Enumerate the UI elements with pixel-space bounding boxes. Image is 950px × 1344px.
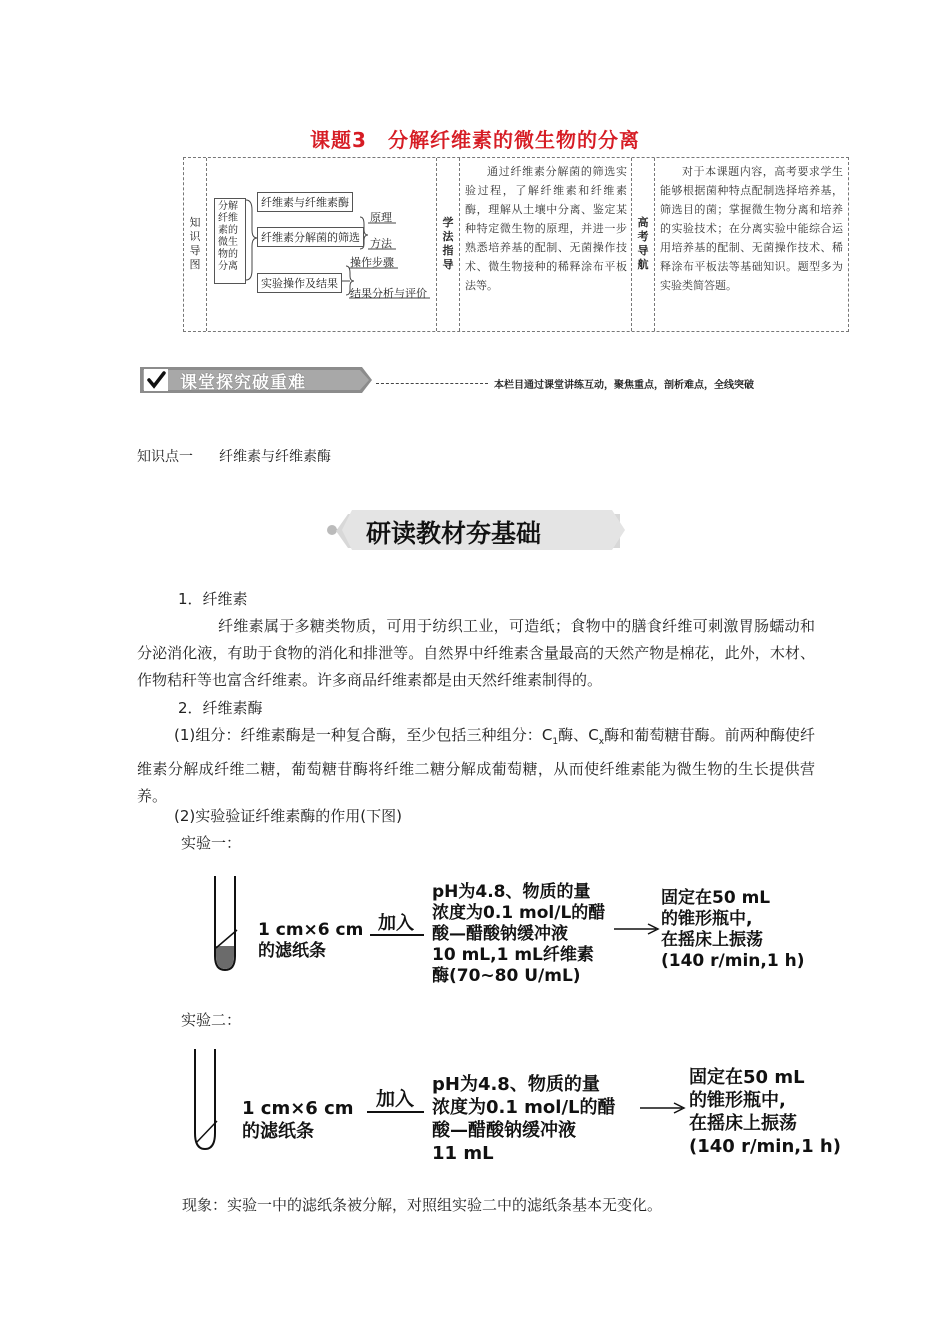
mind-map-branch-3: 实验操作及结果 xyxy=(257,273,342,293)
line: 的滤纸条 xyxy=(242,1121,314,1142)
text: 酶和葡萄糖苷酶。前两种酶使纤维素分解成纤维二糖，葡萄糖苷酶将纤维二糖分解成葡萄糖，从而使纤维素能为微生物的生长提供营养。 xyxy=(137,726,815,805)
experiment-1-label: 实验一： xyxy=(181,834,242,852)
line: 1 cm×6 cm xyxy=(258,920,364,940)
study-banner xyxy=(320,508,630,553)
test-tube-icon xyxy=(205,874,245,974)
test-tube-icon xyxy=(183,1047,223,1153)
divider xyxy=(436,158,437,331)
paragraph-cellulase xyxy=(137,722,815,810)
line: 酸—醋酸钠缓冲液 xyxy=(432,1120,576,1141)
observation-text: 现象：实验一中的滤纸条被分解，对照组实验二中的滤纸条基本无变化。 xyxy=(182,1196,663,1214)
divider xyxy=(631,158,632,331)
mind-map-leaf: 方法 xyxy=(370,237,392,250)
line: 固定在50 mL xyxy=(689,1067,805,1088)
line: 的锥形瓶中, xyxy=(689,1090,786,1111)
mind-map-leaf: 操作步骤 xyxy=(350,256,394,269)
filter-strip-label xyxy=(258,920,363,962)
heading-cellulase: 2．纤维素酶 xyxy=(178,699,263,717)
add-label: 加入 xyxy=(378,913,414,934)
paragraph-cellulose: 纤维素属于多糖类物质，可用于纺织工业，可造纸；食物中的膳食纤维可刺激胃肠蠕动和分泌消化液，有助于食物的消化和排泄等。自然界中纤维素含量最高的天然产物是棉花，此外，木材、作物秸秆等也富含纤维素。许多商品纤维素都是由天然纤维素制得的。 xyxy=(137,617,815,689)
study-method-label: 学法指导 xyxy=(442,216,454,271)
arrow-right-icon xyxy=(612,922,662,936)
banner-title: 课堂探究破重难 xyxy=(180,373,306,393)
line: 在摇床上振荡 xyxy=(689,1113,797,1134)
subscript: 1 xyxy=(552,737,559,747)
result-label xyxy=(689,1066,841,1158)
knowledge-point-topic: 纤维素与纤维素酶 xyxy=(219,449,331,465)
line: 酸—醋酸钠缓冲液 xyxy=(432,924,568,944)
line: 在摇床上振荡 xyxy=(661,930,763,950)
line: 浓度为0.1 mol/L的醋 xyxy=(432,1097,616,1118)
knowledge-map-label: 知识导图 xyxy=(189,216,201,271)
experiment-intro: (2)实验验证纤维素酶的作用(下图) xyxy=(174,807,402,825)
mind-map-root: 分解纤维素的微生物的分离 xyxy=(214,198,246,284)
study-banner-title: 研读教材夯基础 xyxy=(366,519,542,548)
reagent-label xyxy=(432,882,605,987)
line: 的锥形瓶中, xyxy=(661,909,753,929)
add-arrow-line xyxy=(370,934,424,936)
line: 1 cm×6 cm xyxy=(242,1098,354,1119)
knowledge-point-label: 知识点一 xyxy=(137,449,193,465)
overview-panel xyxy=(183,157,849,332)
line: 固定在50 mL xyxy=(661,888,771,908)
page-title: 课题3 分解纤维素的微生物的分离 xyxy=(310,128,640,152)
section-header-banner xyxy=(140,365,372,395)
knowledge-point-heading xyxy=(137,446,331,466)
line: pH为4.8、物质的量 xyxy=(432,882,591,902)
mind-map-leaf: 原理 xyxy=(370,211,392,224)
line: 10 mL,1 mL纤维素 xyxy=(432,945,594,965)
dashed-line xyxy=(376,383,488,384)
line: 酶(70~80 U/mL) xyxy=(432,966,581,986)
heading-cellulose: 1．纤维素 xyxy=(178,590,248,608)
experiment-2-label: 实验二： xyxy=(181,1011,242,1029)
exam-guide-text: 对于本课题内容，高考要求学生能够根据菌种特点配制选择培养基，筛选目的菌；掌握微生物分离和培养的实验技术；在分离实验中能综合运用培养基的配制、无菌操作技术、稀释涂布平板法等基础知识。题型多为实验类简答题。 xyxy=(660,165,843,292)
enzyme-c1: C xyxy=(541,726,553,744)
mind-map-branch-2: 纤维素分解菌的筛选 xyxy=(257,227,364,247)
enzyme-cx: C xyxy=(588,726,599,744)
study-method-text: 通过纤维素分解菌的筛选实验过程，了解纤维素和纤维素酶，理解从土壤中分离、鉴定某种特定微生物的原理，并进一步熟悉培养基的配制、无菌操作技术、微生物接种的稀释涂布平板法等。 xyxy=(465,165,627,292)
checkmark-icon xyxy=(145,370,167,390)
mind-map-branch-1: 纤维素与纤维素酶 xyxy=(257,192,353,212)
line: 的滤纸条 xyxy=(258,941,326,961)
subscript: x xyxy=(598,737,605,747)
line: pH为4.8、物质的量 xyxy=(432,1074,600,1095)
add-arrow-line xyxy=(367,1111,424,1113)
text: (1)组分：纤维素酶是一种复合酶，至少包括三种组分： xyxy=(174,726,542,744)
line: (140 r/min,1 h) xyxy=(689,1136,841,1157)
line: 11 mL xyxy=(432,1143,494,1164)
exam-guide-label: 高考导航 xyxy=(637,216,649,271)
divider xyxy=(459,158,460,331)
mind-map-leaf: 结果分析与评价 xyxy=(350,287,427,300)
reagent-label xyxy=(432,1073,616,1165)
line: 浓度为0.1 mol/L的醋 xyxy=(432,903,606,923)
divider xyxy=(654,158,655,331)
line: (140 r/min,1 h) xyxy=(661,951,805,971)
add-label: 加入 xyxy=(376,1088,415,1110)
text: 酶、 xyxy=(558,726,589,744)
banner-note: 本栏目通过课堂讲练互动，聚焦重点，剖析难点，全线突破 xyxy=(494,380,754,391)
filter-strip-label xyxy=(242,1097,354,1143)
arrow-right-icon xyxy=(638,1101,688,1115)
result-label xyxy=(661,888,805,972)
